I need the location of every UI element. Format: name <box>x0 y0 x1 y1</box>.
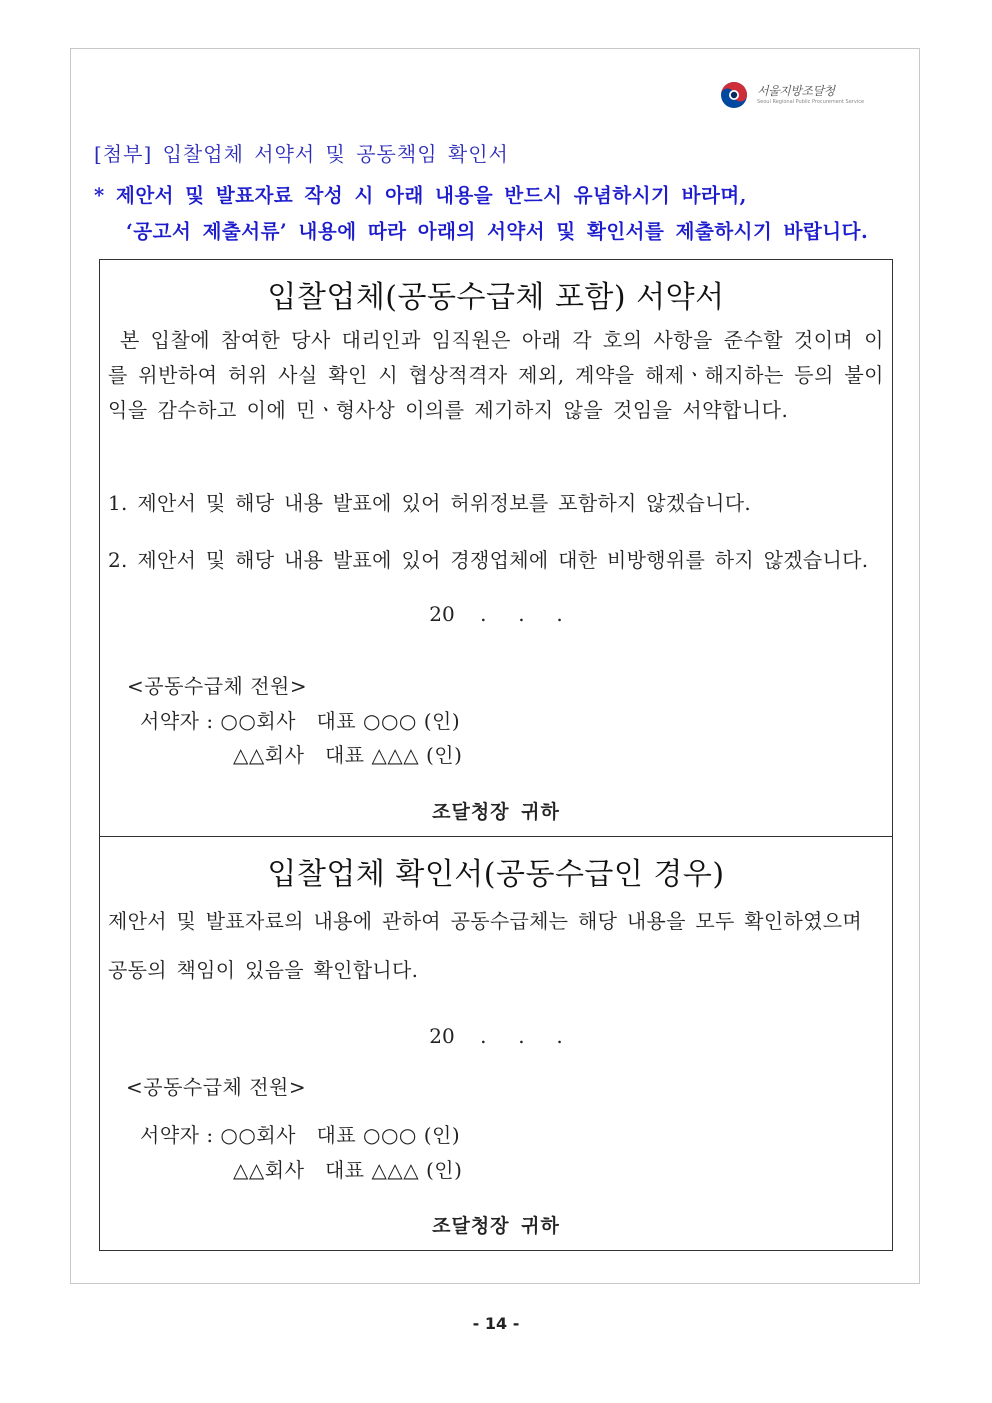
confirmation-section <box>99 836 893 1251</box>
pledge-body: 본 입찰에 참여한 당사 대리인과 임직원은 아래 각 호의 사항을 준수할 것이며 이를 위반하여 허위 사실 확인 시 협상적격자 제외, 계약을 해제ㆍ해지하는 등의 불이익을 감수하고 이에 민ㆍ형사상 이의를 제기하지 않을 것임을 서약합니다. <box>108 328 884 422</box>
notice-line-2: ‘공고서 제출서류’ 내용에 따라 아래의 서약서 및 확인서를 제출하시기 바랍니다. <box>126 220 869 243</box>
confirmation-signer-line-2: △△회사 대표 △△△ (인) <box>233 1158 463 1182</box>
pledge-signer-line-2: △△회사 대표 △△△ (인) <box>233 743 463 767</box>
taegeuk-emblem-icon <box>716 77 752 113</box>
pledge-group-label: <공동수급체 전원> <box>127 674 308 698</box>
pledge-date: 20 . . . <box>429 602 563 626</box>
logo-name: 서울지방조달청 <box>757 84 835 98</box>
confirmation-title: 입찰업체 확인서(공동수급인 경우) <box>267 857 725 892</box>
confirmation-date: 20 . . . <box>429 1024 563 1048</box>
attachment-title: [첨부] 입찰업체 서약서 및 공동책임 확인서 <box>94 142 509 166</box>
pledge-closing: 조달청장 귀하 <box>432 801 560 823</box>
pledge-item-2: 2. 제안서 및 해당 내용 발표에 있어 경쟁업체에 대한 비방행위를 하지 않겠습니다. <box>108 548 869 572</box>
confirmation-group-label: <공동수급체 전원> <box>126 1075 307 1099</box>
pledge-item-1: 1. 제안서 및 해당 내용 발표에 있어 허위정보를 포함하지 않겠습니다. <box>108 491 751 515</box>
pledge-section <box>99 259 893 837</box>
confirmation-closing: 조달청장 귀하 <box>432 1215 560 1237</box>
logo-subtitle: Seoul Regional Public Procurement Service <box>757 99 865 105</box>
pledge-title: 입찰업체(공동수급체 포함) 서약서 <box>267 280 725 315</box>
pledge-signer-line-1: 서약자 : ○○회사 대표 ○○○ (인) <box>140 709 461 733</box>
notice-line-1: * 제안서 및 발표자료 작성 시 아래 내용을 반드시 유념하시기 바라며, <box>94 184 747 207</box>
confirmation-signer-line-1: 서약자 : ○○회사 대표 ○○○ (인) <box>140 1123 461 1147</box>
agency-logo <box>716 75 896 115</box>
page-number: - 14 - <box>472 1314 520 1333</box>
confirmation-body-line-2: 공동의 책임이 있음을 확인합니다. <box>108 958 419 982</box>
confirmation-body-line-1: 제안서 및 발표자료의 내용에 관하여 공동수급체는 해당 내용을 모두 확인하였으며 <box>108 909 862 933</box>
